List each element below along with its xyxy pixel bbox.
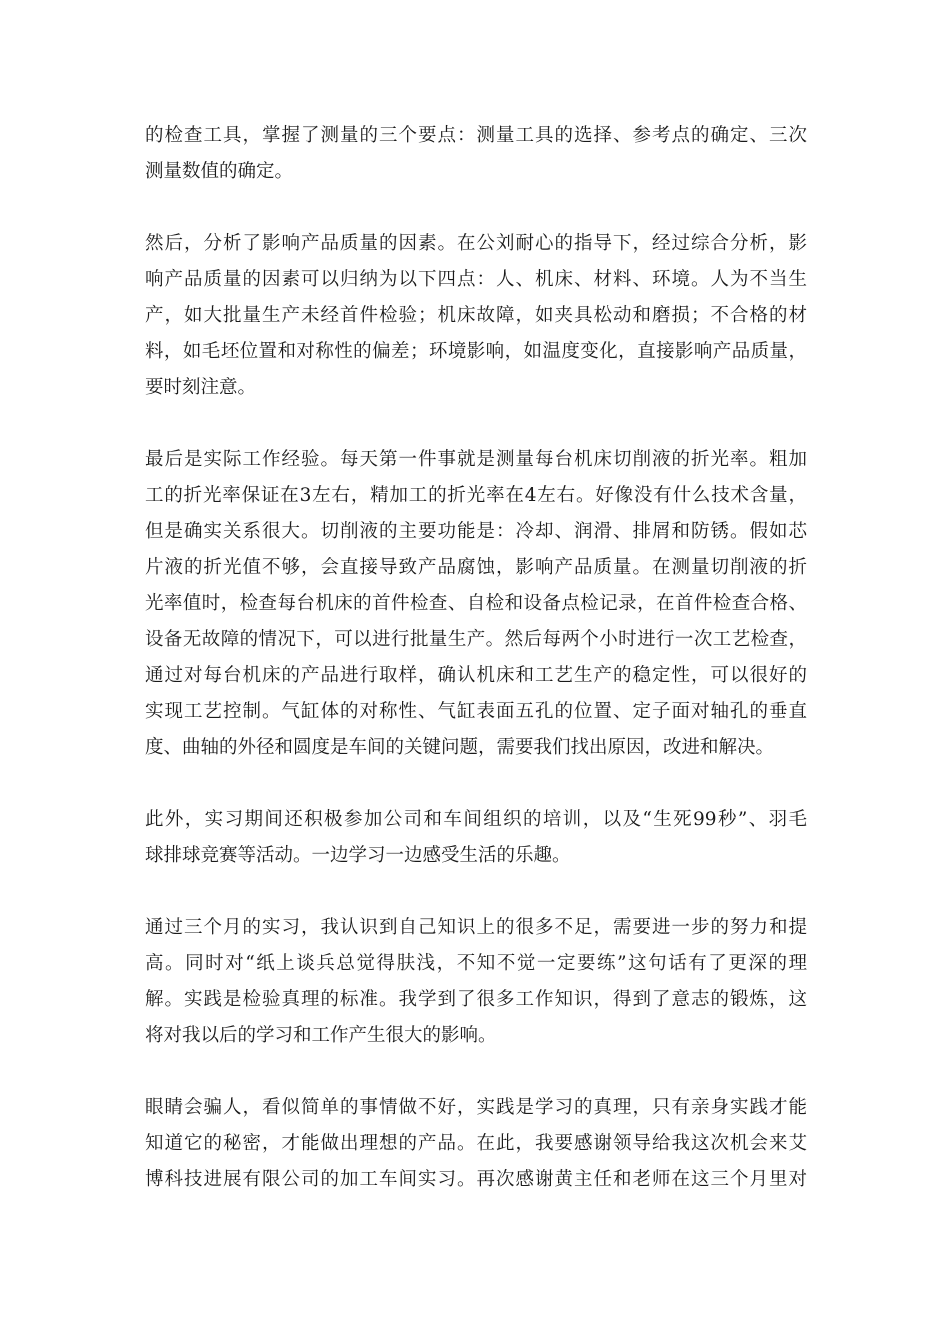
paragraph [145, 802, 807, 874]
text-line: 设备无故障的情况下，可以进行批量生产。然后每两个小时进行一次工艺检查， [145, 629, 807, 650]
text-line: 解。实践是检验真理的标准。我学到了很多工作知识，得到了意志的锻炼，这 [145, 989, 807, 1010]
paragraph [145, 1090, 807, 1198]
text-line: 产，如大批量生产未经首件检验；机床故障，如夹具松动和磨损；不合格的材 [145, 305, 807, 326]
paragraph [145, 910, 807, 1054]
text-line: 的检查工具，掌握了测量的三个要点：测量工具的选择、参考点的确定、三次 [145, 125, 807, 146]
text-line: 最后是实际工作经验。每天第一件事就是测量每台机床切削液的折光率。粗加 [145, 449, 807, 470]
text-line: 此外，实习期间还积极参加公司和车间组织的培训，以及“生死99秒”、羽毛 [145, 809, 807, 830]
text-line: 通过对每台机床的产品进行取样，确认机床和工艺生产的稳定性，可以很好的 [145, 665, 807, 686]
text-line: 度、曲轴的外径和圆度是车间的关键问题，需要我们找出原因，改进和解决。 [145, 737, 775, 758]
paragraph [145, 226, 807, 406]
text-line: 将对我以后的学习和工作产生很大的影响。 [145, 1025, 497, 1046]
text-line: 但是确实关系很大。切削液的主要功能是：冷却、润滑、排屑和防锈。假如芯 [145, 521, 807, 542]
text-line: 高。同时对“纸上谈兵总觉得肤浅，不知不觉一定要练”这句话有了更深的理 [145, 953, 807, 974]
text-line: 实现工艺控制。气缸体的对称性、气缸表面五孔的位置、定子面对轴孔的垂直 [145, 701, 807, 722]
text-line: 知道它的秘密，才能做出理想的产品。在此，我要感谢领导给我这次机会来艾 [145, 1133, 807, 1154]
text-line: 响产品质量的因素可以归纳为以下四点：人、机床、材料、环境。人为不当生 [145, 269, 807, 290]
text-line: 片液的折光值不够，会直接导致产品腐蚀，影响产品质量。在测量切削液的折 [145, 557, 807, 578]
text-line: 通过三个月的实习，我认识到自己知识上的很多不足，需要进一步的努力和提 [145, 917, 807, 938]
text-line: 眼睛会骗人，看似简单的事情做不好，实践是学习的真理，只有亲身实践才能 [145, 1097, 807, 1118]
text-line: 料，如毛坯位置和对称性的偏差；环境影响，如温度变化，直接影响产品质量， [145, 341, 807, 362]
text-line: 然后，分析了影响产品质量的因素。在公刘耐心的指导下，经过综合分析，影 [145, 233, 807, 254]
text-line: 光率值时，检查每台机床的首件检查、自检和设备点检记录，在首件检查合格、 [145, 593, 807, 614]
paragraph [145, 118, 807, 190]
text-line: 球排球竞赛等活动。一边学习一边感受生活的乐趣。 [145, 845, 571, 866]
text-line: 工的折光率保证在3左右，精加工的折光率在4左右。好像没有什么技术含量， [145, 485, 807, 506]
paragraph [145, 442, 807, 766]
text-line: 测量数值的确定。 [145, 161, 294, 182]
document-body [145, 118, 807, 1234]
text-line: 要时刻注意。 [145, 377, 257, 398]
text-line: 博科技进展有限公司的加工车间实习。再次感谢黄主任和老师在这三个月里对 [145, 1169, 807, 1190]
